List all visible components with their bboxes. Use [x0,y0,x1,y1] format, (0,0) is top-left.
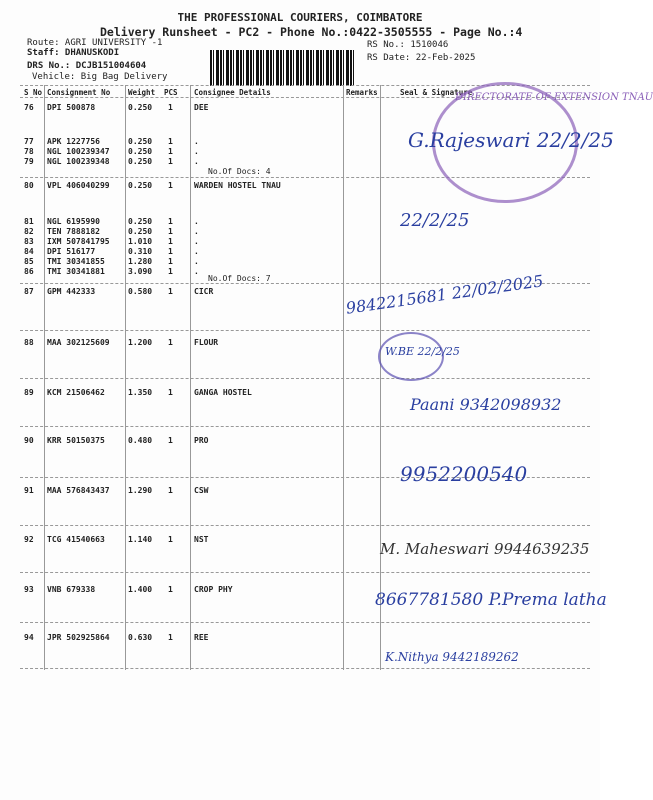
cell-cn: GPM 442333 [47,287,96,296]
cell-con: . [194,267,199,276]
cell-wt: 0.250 [128,103,153,112]
cell-con: REE [194,633,209,642]
cell-sno: 76 [24,103,34,112]
cell-sno: 82 [24,227,34,236]
cell-con: CSW [194,486,209,495]
cell-sno: 83 [24,237,34,246]
col-seal: Seal & Signature [400,88,473,97]
cell-wt: 0.250 [128,147,153,156]
cell-pcs: 1 [168,217,173,226]
cell-sno: 79 [24,157,34,166]
cell-wt: 0.630 [128,633,153,642]
cell-cn: IXM 507841795 [47,237,110,246]
cell-cn: TCG 41540663 [47,535,105,544]
cell-cn: MAA 302125609 [47,338,110,347]
signature: Paani 9342098932 [410,395,562,414]
cell-sno: 89 [24,388,34,397]
cell-pcs: 1 [168,633,173,642]
route: Route: AGRI UNIVERSITY -1 [27,38,163,48]
cell-cn: NGL 100239347 [47,147,110,156]
cell-con: . [194,147,199,156]
cell-cn: KRR 50150375 [47,436,105,445]
cell-pcs: 1 [168,227,173,236]
signature: W.BE 22/2/25 [385,345,460,358]
row-divider [20,668,590,669]
col-weight: Weight [128,88,156,97]
cell-sno: 88 [24,338,34,347]
row-divider [20,525,590,526]
cell-pcs: 1 [168,338,173,347]
cell-sno: 94 [24,633,34,642]
runsheet-title: Delivery Runsheet - PC2 - Phone No.:0422-3505555 - Page No.:4 [100,25,523,39]
row-divider [20,378,590,379]
signature: 9952200540 [400,462,528,486]
cell-wt: 0.480 [128,436,153,445]
cell-sno: 85 [24,257,34,266]
cell-pcs: 1 [168,137,173,146]
cell-cn: DPI 516177 [47,247,96,256]
cell-con: NST [194,535,209,544]
cell-sno: 90 [24,436,34,445]
cell-cn: VPL 406040299 [47,181,110,190]
row-divider [20,330,590,331]
cell-con: CICR [194,287,214,296]
cell-pcs: 1 [168,267,173,276]
cell-con: . [194,157,199,166]
cell-wt: 1.010 [128,237,153,246]
signature: 9842215681 22/02/2025 [344,271,545,318]
col-pcs: PCS [164,88,178,97]
col-remarks: Remarks [346,88,378,97]
cell-cn: TMI 30341881 [47,267,105,276]
cell-pcs: 1 [168,247,173,256]
cell-pcs: 1 [168,237,173,246]
cell-con: . [194,217,199,226]
cell-wt: 1.290 [128,486,153,495]
cell-sno: 93 [24,585,34,594]
cell-con: FLOUR [194,338,219,347]
cell-sno: 87 [24,287,34,296]
cell-cn: JPR 502925864 [47,633,110,642]
cell-wt: 0.250 [128,227,153,236]
cell-pcs: 1 [168,585,173,594]
cell-pcs: 1 [168,388,173,397]
cell-cn: VNB 679338 [47,585,96,594]
cell-pcs: 1 [168,157,173,166]
cell-sno: 84 [24,247,34,256]
stamp-text: DIRECTORATE OF EXTENSION TNAU [455,92,653,103]
cell-wt: 0.310 [128,247,153,256]
cell-sno: 80 [24,181,34,190]
cell-wt: 3.090 [128,267,153,276]
cell-wt: 1.280 [128,257,153,266]
rs-date: RS Date: 22-Feb-2025 [367,53,476,63]
cell-cn: NGL 100239348 [47,157,110,166]
barcode [210,50,355,86]
row-divider [20,572,590,573]
col-consignment: Consignment No [47,88,111,97]
cell-pcs: 1 [168,103,173,112]
cell-wt: 0.580 [128,287,153,296]
cell-cn: TEN 7888182 [47,227,100,236]
cell-con: DEE [194,103,209,112]
cell-sno: 91 [24,486,34,495]
row-divider [20,622,590,623]
cell-pcs: 1 [168,147,173,156]
company-name: THE PROFESSIONAL COURIERS, COIMBATORE [177,11,423,24]
cell-sno: 77 [24,137,34,146]
cell-con: GANGA HOSTEL [194,388,252,397]
cell-pcs: 1 [168,181,173,190]
cell-pcs: 1 [168,257,173,266]
cell-cn: KCM 21506462 [47,388,105,397]
cell-wt: 0.250 [128,157,153,166]
cell-pcs: 1 [168,535,173,544]
cell-cn: MAA 576843437 [47,486,110,495]
cell-con: PRO [194,436,209,445]
cell-wt: 1.400 [128,585,153,594]
cell-sno: 86 [24,267,34,276]
cell-cn: TMI 30341855 [47,257,105,266]
row-divider [20,426,590,427]
cell-wt: 0.250 [128,137,153,146]
signature: 8667781580 P.Prema latha [375,590,607,610]
cell-con: WARDEN HOSTEL TNAU [194,181,281,190]
drs-number: DRS No.: DCJB151004604 [27,61,147,71]
cell-con: . [194,137,199,146]
cell-con: . [194,257,199,266]
rs-number: RS No.: 1510046 [367,40,449,50]
col-consignee: Consignee Details [194,88,271,97]
cell-wt: 0.250 [128,217,153,226]
cell-wt: 1.200 [128,338,153,347]
cell-con: CROP PHY [194,585,233,594]
cell-pcs: 1 [168,287,173,296]
signature: 22/2/25 [400,210,470,231]
vehicle: Vehicle: Big Bag Delivery [32,72,168,82]
cell-pcs: 1 [168,436,173,445]
cell-cn: APK 1227756 [47,137,100,146]
signature: K.Nithya 9442189262 [385,650,519,664]
cell-cn: DPI 500878 [47,103,96,112]
cell-sno: 78 [24,147,34,156]
cell-wt: 1.140 [128,535,153,544]
cell-sno: 92 [24,535,34,544]
docs-count: No.Of Docs: 7 [208,274,271,283]
cell-wt: 0.250 [128,181,153,190]
cell-wt: 1.350 [128,388,153,397]
cell-con: . [194,237,199,246]
cell-pcs: 1 [168,486,173,495]
cell-con: . [194,247,199,256]
docs-count: No.Of Docs: 4 [208,167,271,176]
cell-cn: NGL 6195990 [47,217,100,226]
signature: M. Maheswari 9944639235 [380,540,590,558]
cell-con: . [194,227,199,236]
staff: Staff: DHANUSKODI [27,48,120,58]
signature: G.Rajeswari 22/2/25 [408,128,614,152]
col-sno: S No [24,88,43,97]
cell-sno: 81 [24,217,34,226]
